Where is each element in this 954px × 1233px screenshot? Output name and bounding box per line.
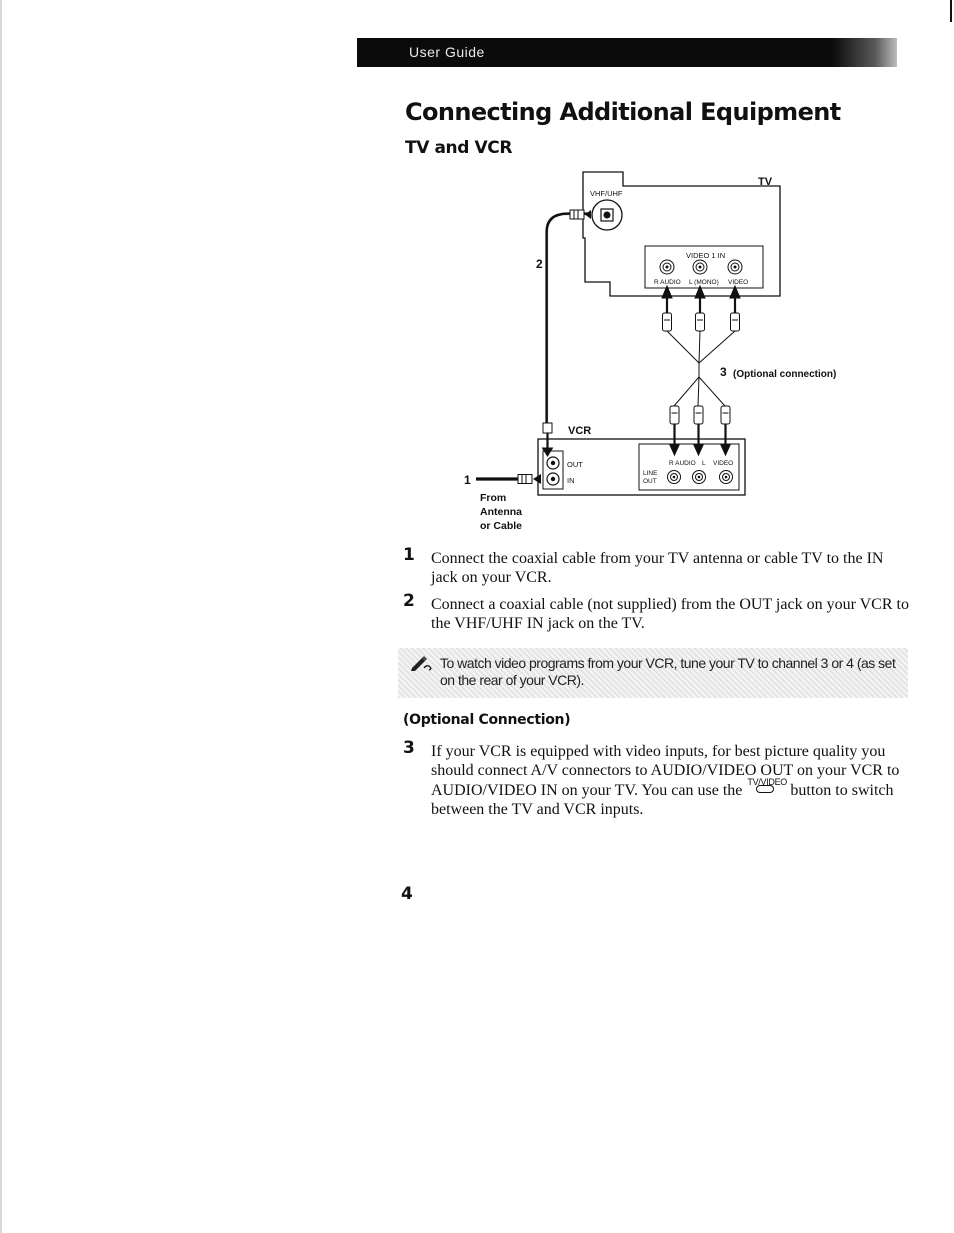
note-text: To watch video programs from your VCR, tune your TV to channel 3 or 4 (as set on the rear of your VCR). bbox=[440, 655, 896, 688]
coax-cable-2-highlight bbox=[548, 215, 590, 426]
tv-jack-video: VIDEO bbox=[728, 279, 749, 286]
page-edge-mark bbox=[950, 0, 952, 22]
from-antenna-label-1: From bbox=[480, 492, 507, 504]
step-text-start: If your VCR is equipped with video inputs, for best picture quality you should connect A/V connectors to AUDIO/VIDEO OUT on your VCR to AUDIO/VIDEO IN on your TV. You can use the bbox=[431, 743, 900, 799]
callout-2: 2 bbox=[536, 257, 543, 271]
line-out-label-2: OUT bbox=[643, 478, 657, 485]
coax-cable-2 bbox=[547, 214, 590, 426]
optional-connection-label: (Optional connection) bbox=[733, 369, 837, 380]
step-number: 3 bbox=[403, 738, 415, 758]
note-box bbox=[398, 648, 908, 698]
from-antenna-label-3: or Cable bbox=[480, 520, 523, 532]
coax-plug-icon bbox=[570, 210, 591, 219]
from-antenna-label-2: Antenna bbox=[480, 506, 522, 518]
vcr-jack-l: L bbox=[702, 460, 706, 467]
vcr-rca-plugs-icon bbox=[670, 406, 731, 455]
tv-rca-jack-icon bbox=[660, 260, 742, 274]
tv-input-label: VHF/UHF bbox=[590, 189, 623, 198]
step-text: Connect a coaxial cable (not supplied) from the OUT jack on your VCR to the VHF/UHF IN jack on the TV. bbox=[431, 596, 909, 632]
header-bar bbox=[357, 38, 897, 67]
step-text-end: button to switch between the TV and VCR inputs. bbox=[431, 782, 894, 818]
tv-video-button-label: TV/VIDEO bbox=[747, 777, 787, 787]
tv-jack-l-mono: L (MONO) bbox=[689, 279, 719, 286]
vcr-out-label: OUT bbox=[567, 460, 583, 469]
callout-1: 1 bbox=[464, 473, 471, 487]
line-out-label-1: LINE bbox=[643, 470, 658, 477]
video-in-label: VIDEO 1 IN bbox=[686, 251, 726, 260]
tv-rca-plugs-icon bbox=[662, 286, 740, 331]
step-number: 1 bbox=[403, 545, 415, 565]
connection-diagram bbox=[440, 168, 860, 538]
vcr-rca-jack-icon bbox=[668, 471, 733, 484]
vcr-label: VCR bbox=[568, 425, 592, 437]
vcr-in-label: IN bbox=[567, 476, 575, 485]
vhf-uhf-jack-icon bbox=[592, 200, 622, 230]
page-title: Connecting Additional Equipment bbox=[405, 98, 841, 126]
step-text bbox=[431, 742, 909, 819]
tv-video-button-icon bbox=[746, 777, 787, 796]
vcr-jack-video: VIDEO bbox=[713, 460, 734, 467]
vcr-jack-r-audio: R AUDIO bbox=[669, 460, 696, 467]
vcr-rf-jack-icon bbox=[547, 457, 559, 485]
page-edge bbox=[0, 0, 2, 1233]
note-pencil-icon bbox=[410, 654, 434, 677]
page-number: 4 bbox=[401, 884, 413, 904]
optional-heading: (Optional Connection) bbox=[403, 712, 571, 728]
step-number: 2 bbox=[403, 591, 415, 611]
header-label: User Guide bbox=[409, 44, 485, 60]
tv-jack-r-audio: R AUDIO bbox=[654, 279, 681, 286]
step-text: Connect the coaxial cable from your TV antenna or cable TV to the IN jack on your VCR. bbox=[431, 550, 884, 586]
callout-3: 3 bbox=[720, 365, 727, 379]
section-title: TV and VCR bbox=[405, 138, 513, 158]
tv-label: TV bbox=[758, 176, 773, 188]
